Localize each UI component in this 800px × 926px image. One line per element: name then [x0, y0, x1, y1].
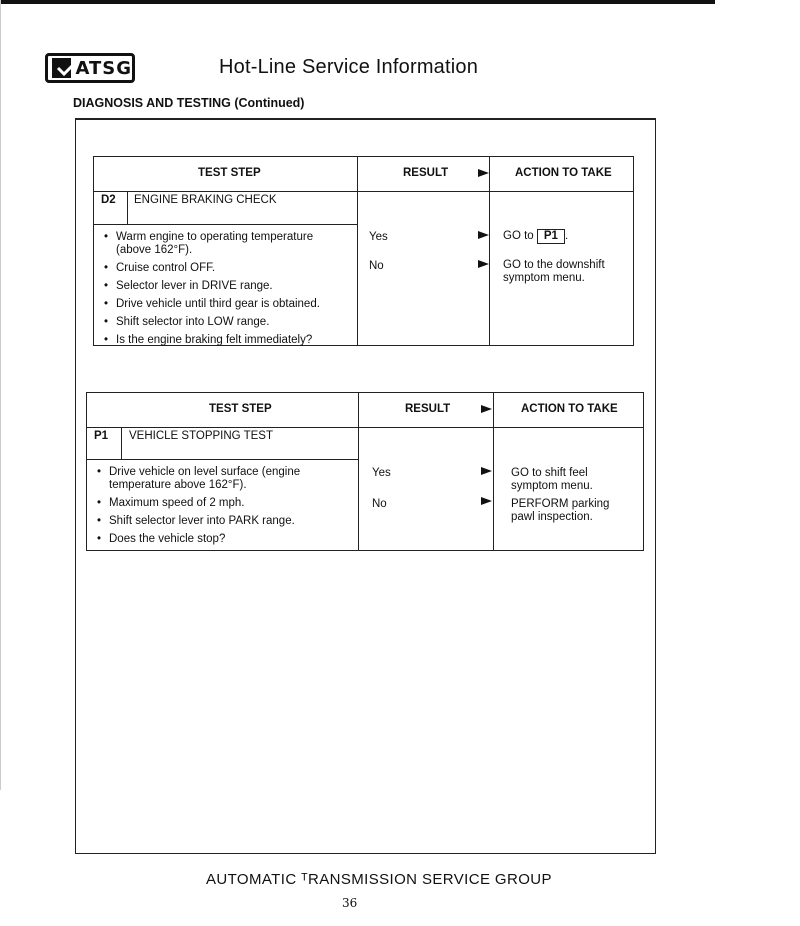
step-id: D2 — [94, 191, 128, 224]
arrow-icon — [481, 467, 492, 475]
list-item: • Shift selector into LOW range. — [104, 316, 344, 329]
header-action: ACTION TO TAKE — [521, 403, 618, 415]
step-name: ENGINE BRAKING CHECK — [134, 194, 277, 206]
arrow-icon — [478, 260, 489, 268]
column-divider — [489, 157, 490, 345]
arrow-icon — [481, 405, 492, 413]
top-rule — [0, 0, 715, 4]
list-item: • Is the engine braking felt immediately? — [104, 334, 344, 347]
step-list — [104, 231, 344, 352]
list-item: • Drive vehicle on level surface (engine temperature above 162°F). — [97, 466, 347, 492]
action-yes: GO to shift feel symptom menu. — [511, 467, 593, 492]
checkmark-icon — [52, 58, 71, 78]
header-test-step: TEST STEP — [209, 403, 272, 415]
result-no: No — [369, 260, 384, 272]
atsg-logo — [45, 53, 135, 83]
result-no: No — [372, 498, 387, 510]
page-title: Hot-Line Service Information — [219, 56, 479, 78]
list-item: • Shift selector lever into PARK range. — [97, 515, 347, 528]
scan-edge — [0, 0, 1, 790]
column-divider — [493, 393, 494, 550]
result-yes: Yes — [372, 467, 391, 479]
action-no: GO to the downshift symptom menu. — [503, 259, 605, 284]
arrow-icon — [481, 497, 492, 505]
result-yes: Yes — [369, 231, 388, 243]
logo-text: ATSG — [75, 57, 132, 79]
step-list — [97, 466, 347, 551]
step-title-box — [87, 427, 359, 460]
step-name: VEHICLE STOPPING TEST — [129, 430, 274, 442]
header-result: RESULT — [403, 167, 449, 179]
header-test-step: TEST STEP — [198, 167, 261, 179]
step-id: P1 — [87, 427, 122, 459]
header-result: RESULT — [405, 403, 451, 415]
list-item: • Drive vehicle until third gear is obtained. — [104, 298, 344, 311]
arrow-icon — [478, 169, 489, 177]
list-item: • Cruise control OFF. — [104, 262, 344, 275]
action-yes — [503, 229, 568, 244]
list-item: • Selector lever in DRIVE range. — [104, 280, 344, 293]
footer-org: AUTOMATIC ᵀRANSMISSION SERVICE GROUP — [206, 871, 552, 888]
test-table-d2 — [93, 156, 634, 346]
table-header — [94, 157, 633, 192]
action-yes-prefix: GO to — [503, 230, 534, 242]
page-number: 36 — [342, 896, 358, 910]
column-divider — [358, 393, 359, 550]
column-divider — [357, 157, 358, 345]
action-yes-suffix: . — [564, 230, 569, 242]
list-item: • Does the vehicle stop? — [97, 533, 347, 546]
list-item: • Maximum speed of 2 mph. — [97, 497, 347, 510]
table-header — [87, 393, 643, 428]
action-no: PERFORM parking pawl inspection. — [511, 498, 610, 523]
step-ref-p1: P1 — [537, 229, 565, 244]
test-table-p1 — [86, 392, 644, 551]
section-heading: DIAGNOSIS AND TESTING (Continued) — [73, 96, 305, 110]
arrow-icon — [478, 231, 489, 239]
step-title-box — [94, 191, 358, 225]
header-action: ACTION TO TAKE — [515, 167, 612, 179]
list-item: • Warm engine to operating temperature (above 162°F). — [104, 231, 344, 257]
